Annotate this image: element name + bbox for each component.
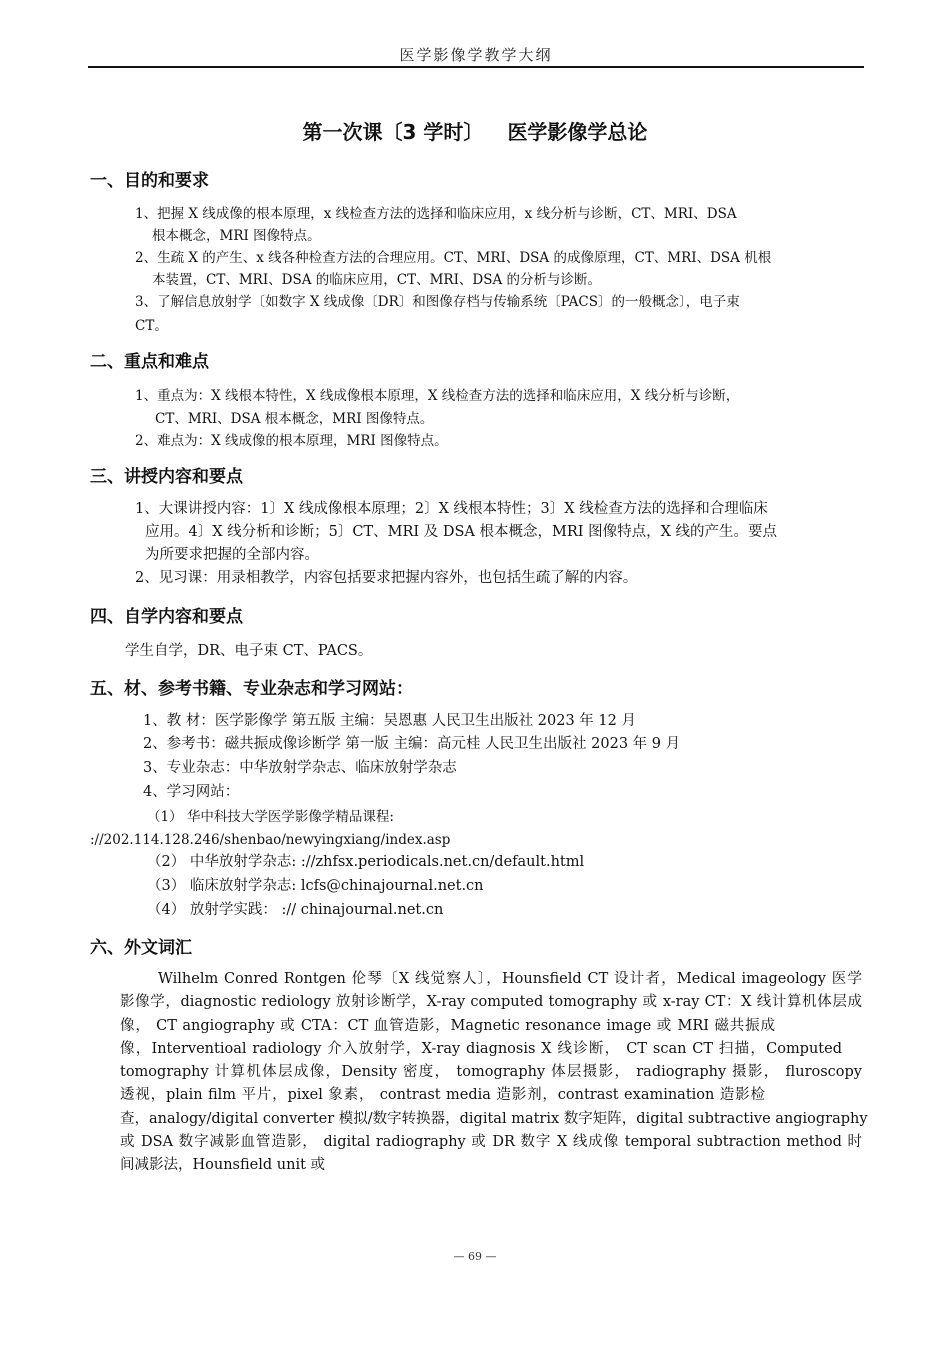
vocabulary-line: 或 DSA 数字减影血管造影， digital radiography 或 DR 数字 X 线成像 temporal subtraction method 时 xyxy=(120,1134,862,1151)
section-text-line: （2） 中华放射学杂志: ://zhfsx.periodicals.net.cn/default.html xyxy=(147,854,585,870)
section-heading-goals: 一、目的和要求 xyxy=(90,171,209,191)
section-text-line: 1、教 材：医学影像学 第五版 主编：吴恩惠 人民卫生出版社 2023 年 12 月 xyxy=(143,713,636,729)
section-text-line: 根本概念，MRI 图像特点。 xyxy=(152,228,321,244)
title-part2: 医学影像学总论 xyxy=(507,120,648,144)
page-number: — 69 — xyxy=(453,1250,497,1263)
section-text-line: 1、把握 X 线成像的根本原理，x 线检查方法的选择和临床应用，x 线分析与诊断，CT、MRI、DSA xyxy=(135,206,737,222)
header-rule xyxy=(88,66,864,68)
section-text-line: 1、重点为：X 线根本特性，X 线成像根本原理，X 线检查方法的选择和临床应用，X 线分析与诊断， xyxy=(135,388,740,404)
section-text-line: 2、难点为：X 线成像的根本原理，MRI 图像特点。 xyxy=(135,433,448,449)
section-heading-references: 五、材、参考书籍、专业杂志和学习网站： xyxy=(90,679,413,699)
vocabulary-line: tomography 计算机体层成像，Density 密度， tomography 体层摄影， radiography 摄影， fluroscopy xyxy=(120,1064,862,1081)
vocabulary-line: 像， CT angiography 或 CTA：CT 血管造影，Magnetic resonance image 或 MRI 磁共振成 xyxy=(120,1017,775,1034)
website-url: ://202.114.128.246/shenbao/newyingxiang/index.asp xyxy=(90,832,451,848)
title-part1: 第一次课〔3 学时〕 xyxy=(302,120,484,144)
section-text-line: 4、学习网站： xyxy=(143,784,240,800)
section-heading-self-study: 四、自学内容和要点 xyxy=(90,607,243,627)
section-text-line: 2、见习课：用录相教学，内容包括要求把握内容外，也包括生疏了解的内容。 xyxy=(135,570,638,586)
vocabulary-line: Wilhelm Conred Rontgen 伦琴〔X 线觉察人〕，Hounsfield CT 设计者，Medical imageology 医学 xyxy=(158,971,862,987)
section-heading-vocabulary: 六、外文词汇 xyxy=(90,938,192,958)
section-text-line: 3、了解信息放射学〔如数字 X 线成像〔DR〕和图像存档与传输系统〔PACS〕的一般概念〕，电子束 xyxy=(135,294,740,310)
vocabulary-line: 查，analogy/digital converter 模拟/数字转换器，digital matrix 数字矩阵，digital subtractive angiography xyxy=(120,1110,868,1127)
vocabulary-line: 影像学，diagnostic rediology 放射诊断学，X-ray computed tomography 或 x-ray CT：X 线计算机体层成 xyxy=(120,994,862,1011)
section-heading-lecture-content: 三、讲授内容和要点 xyxy=(90,467,243,487)
vocabulary-line: 透视，plain film 平片，pixel 象素， contrast media 造影剂，contrast examination 造影检 xyxy=(120,1087,765,1104)
vocabulary-paragraph xyxy=(120,968,868,1178)
section-text-line: 1、大课讲授内容：1〕X 线成像根本原理；2〕X 线根本特性；3〕X 线检查方法的选择和合理临床 xyxy=(135,501,768,517)
section-text-line: CT、MRI、DSA 根本概念，MRI 图像特点。 xyxy=(155,411,434,427)
section-text-line: （3） 临床放射学杂志: lcfs@chinajournal.net.cn xyxy=(147,878,484,894)
section-text-line: （4） 放射学实践： :// chinajournal.net.cn xyxy=(147,902,444,918)
vocabulary-line: 像，Interventioal radiology 介入放射学，X-ray diagnosis X 线诊断， CT scan CT 扫描，Computed xyxy=(120,1040,842,1057)
section-text-line: 本装置，CT、MRI、DSA 的临床应用，CT、MRI、DSA 的分析与诊断。 xyxy=(152,272,602,288)
section-heading-key-points: 二、重点和难点 xyxy=(90,352,209,372)
section-text-line: 应用。4〕X 线分析和诊断；5〕CT、MRI 及 DSA 根本概念，MRI 图像特点，X 线的产生。要点 xyxy=(145,524,778,540)
section-text-line: 3、专业杂志：中华放射学杂志、临床放射学杂志 xyxy=(143,760,457,776)
section-text-line: （1） 华中科技大学医学影像学精品课程: xyxy=(147,809,394,825)
section-text-line: CT。 xyxy=(135,318,168,334)
section-text-line: 2、参考书：磁共振成像诊断学 第一版 主编：高元桂 人民卫生出版社 2023 年 9 月 xyxy=(143,736,681,752)
vocabulary-line: 间减影法，Hounsfield unit 或 xyxy=(120,1157,326,1174)
page-title xyxy=(0,116,950,145)
section-text-line: 为所要求把握的全部内容。 xyxy=(145,547,319,563)
section-text-line: 学生自学，DR、电子束 CT、PACS。 xyxy=(125,643,373,659)
running-header: 医学影像学教学大纲 xyxy=(399,46,553,64)
section-text-line: 2、生疏 X 的产生、x 线各种检查方法的合理应用。CT、MRI、DSA 的成像原理，CT、MRI、DSA 机根 xyxy=(135,250,772,266)
